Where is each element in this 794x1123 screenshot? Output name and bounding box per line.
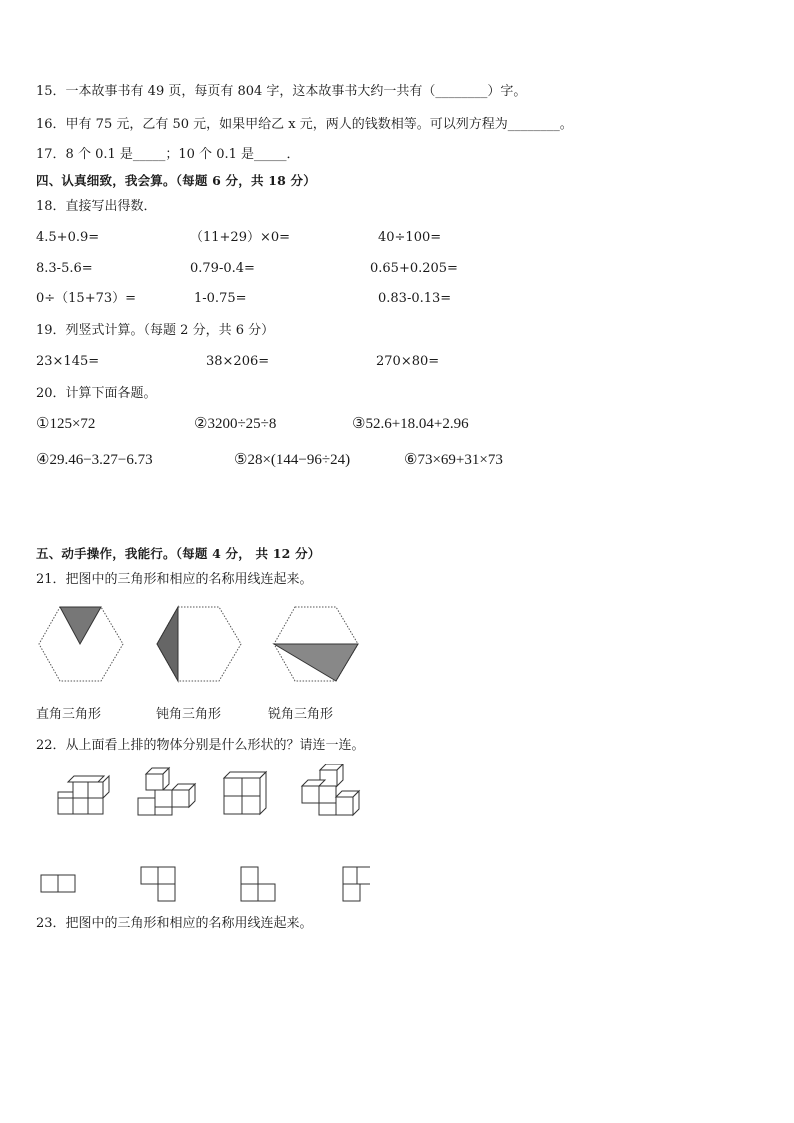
top-view-4	[343, 867, 370, 901]
question-21-title: 21．把图中的三角形和相应的名称用线连起来。	[36, 572, 313, 587]
hexagon-with-right-triangle	[39, 607, 123, 681]
q18-item: 4.5+0.9=	[36, 230, 100, 245]
q20-item: ②3200÷25÷8	[194, 416, 277, 432]
top-view-2	[141, 867, 175, 901]
question-15: 15．一本故事书有 49 页，每页有 804 字，这本故事书大约一共有（________）字。	[36, 84, 527, 99]
hexagon-with-acute-triangle	[274, 607, 358, 681]
question-19-title: 19．列竖式计算。（每题 2 分，共 6 分）	[36, 323, 275, 338]
question-18-title: 18．直接写出得数．	[36, 199, 157, 214]
section-4-heading: 四、认真细致，我会算。（每题 6 分，共 18 分）	[36, 173, 316, 188]
q20-item: ③52.6+18.04+2.96	[352, 416, 469, 432]
q20-item: ⑤28×(144−96÷24)	[234, 452, 351, 468]
q19-item: 38×206=	[206, 354, 270, 369]
cube-stack-3	[224, 772, 266, 814]
section-5-heading: 五、动手操作，我能行。（每题 4 分， 共 12 分）	[36, 546, 321, 561]
cube-stack-4	[302, 764, 359, 815]
top-view-3	[241, 867, 275, 901]
q18-item: （11+29）×0=	[190, 230, 291, 245]
triangle-label-obtuse: 钝角三角形	[156, 707, 222, 722]
triangle-label-acute: 锐角三角形	[268, 707, 334, 722]
q18-item: 0÷（15+73）=	[36, 291, 137, 306]
q18-item: 0.65+0.205=	[370, 261, 458, 276]
hexagon-with-obtuse-triangle	[157, 607, 241, 681]
q18-item: 40÷100=	[378, 230, 442, 245]
q20-item: ④29.46−3.27−6.73	[36, 452, 153, 468]
cube-stack-1	[58, 776, 109, 814]
q20-item: ①125×72	[36, 416, 96, 432]
cube-figures	[40, 764, 370, 904]
q18-item: 8.3-5.6=	[36, 261, 93, 276]
triangle-label-right: 直角三角形	[36, 707, 102, 722]
q18-item: 0.79-0.4=	[190, 261, 255, 276]
q19-item: 23×145=	[36, 354, 100, 369]
question-17: 17．8 个 0.1 是_____；10 个 0.1 是_____．	[36, 147, 300, 162]
question-23-title: 23．把图中的三角形和相应的名称用线连起来。	[36, 916, 313, 931]
top-view-1	[41, 875, 75, 892]
cube-stack-2	[138, 768, 195, 815]
question-22-title: 22．从上面看上排的物体分别是什么形状的？请连一连。	[36, 738, 365, 753]
question-20-title: 20．计算下面各题。	[36, 386, 157, 401]
q20-item: ⑥73×69+31×73	[404, 452, 503, 468]
hexagon-figures	[36, 600, 366, 690]
q18-item: 0.83-0.13=	[378, 291, 452, 306]
q19-item: 270×80=	[376, 354, 440, 369]
question-16: 16．甲有 75 元，乙有 50 元，如果甲给乙 x 元，两人的钱数相等。可以列方程为________。	[36, 117, 573, 132]
q18-item: 1-0.75=	[194, 291, 247, 306]
